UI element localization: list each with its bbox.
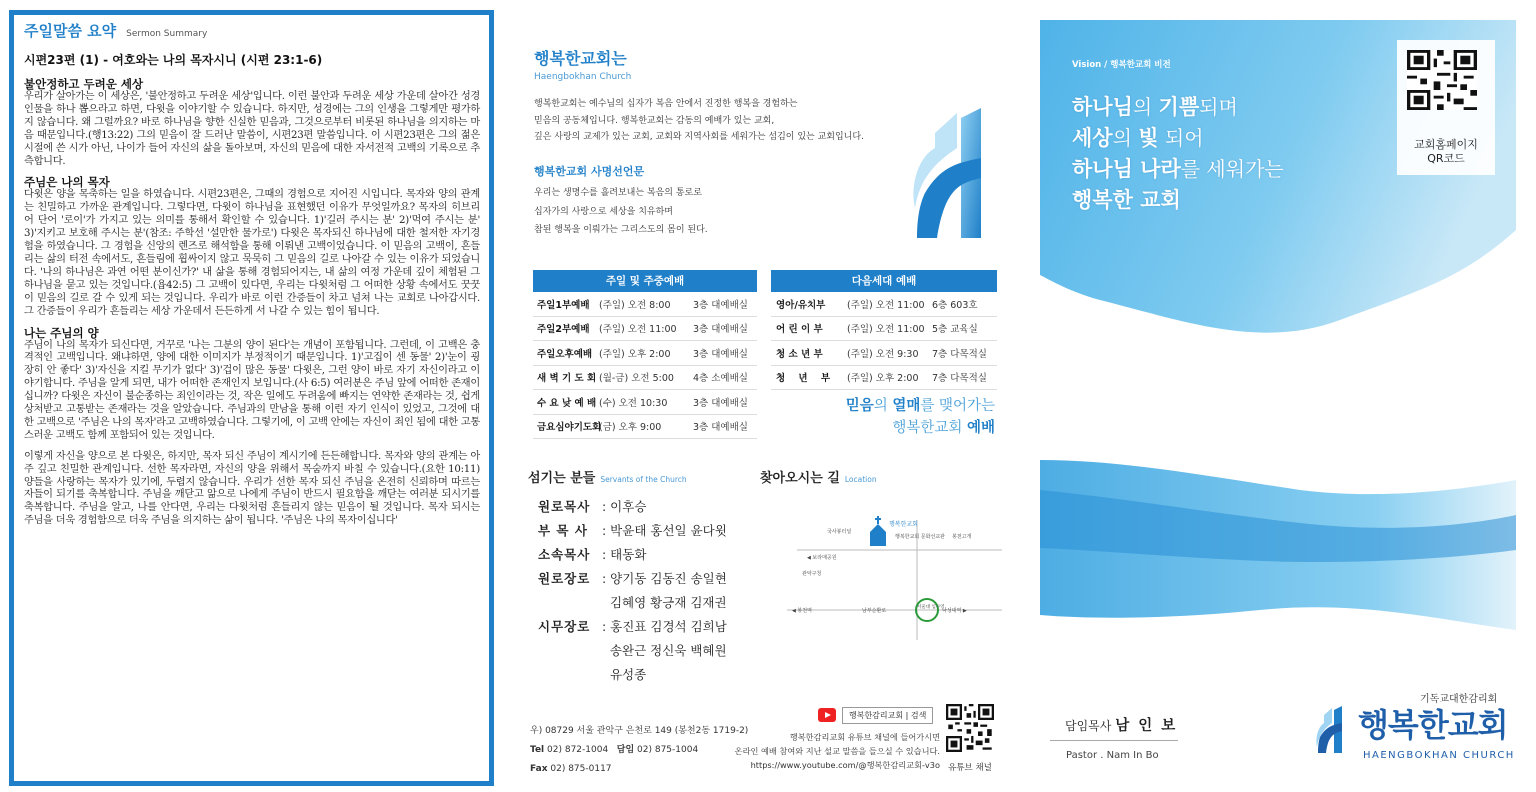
denomination: 기독교대한감리회 <box>1420 694 1498 705</box>
map-label: 낙성대역 ▶ <box>942 608 967 614</box>
worship-time: (수) 오전 10:30 <box>599 397 668 409</box>
servant-role: 소속목사 <box>538 547 591 562</box>
worship-time: (주일) 오전 8:00 <box>599 299 671 311</box>
fax-line <box>530 760 748 779</box>
worship-time: (주일) 오후 2:00 <box>599 348 671 360</box>
worship-time: (주일) 오전 11:00 <box>847 299 925 311</box>
servant-role: 원로장로 <box>538 571 591 586</box>
sermon-section <box>24 176 480 318</box>
slogan-word: 열매 <box>892 398 921 414</box>
address: 우) 08729 서울 관악구 은천로 149 (봉천2동 1719-2) <box>530 726 749 736</box>
sermon-content <box>24 20 480 536</box>
table-row <box>533 341 757 366</box>
worship-time: (월-금) 오전 5:00 <box>599 373 674 385</box>
worship-place: 3층 대예배실 <box>693 324 748 336</box>
slogan-word: 믿음 <box>845 398 874 414</box>
fax: 02) 875-0117 <box>550 764 612 774</box>
servant-names: 김혜영 황긍재 김재권 <box>602 595 727 610</box>
vision-word: 되며 <box>1199 95 1238 119</box>
senior-pastor <box>1065 714 1191 735</box>
table-row <box>533 366 757 391</box>
map-label: 행복한교회 문화선교관 <box>895 534 945 540</box>
sermon-section <box>24 327 480 443</box>
tel-label: Tel <box>530 745 545 755</box>
youtube-url[interactable]: https://www.youtube.com/@행복한감리교회-v3o <box>750 760 940 770</box>
intro-line: 깊은 사랑의 교제가 있는 교회, 교회와 지역사회를 세워가는 섬김이 있는 교회입니다. <box>534 132 864 142</box>
location-title <box>760 467 877 486</box>
worship-table-header: 다음세대 예배 <box>771 270 997 292</box>
map-label: 서울대 입구역 <box>917 605 945 610</box>
tel: 02) 872-1004 <box>547 745 609 755</box>
phone-line <box>530 741 748 760</box>
table-row <box>533 292 757 317</box>
vision-word: 되어 <box>1158 126 1204 150</box>
map-label: 남부순환로 <box>862 608 887 614</box>
table-row <box>533 317 757 342</box>
vision-panel <box>1040 0 1536 792</box>
worship-name: 새 벽 기 도 회 <box>537 373 597 385</box>
contact-info <box>530 722 748 779</box>
youtube-line: 온라인 예배 참여와 지난 설교 말씀을 들으실 수 있습니다. <box>734 746 940 756</box>
list-item <box>538 495 768 519</box>
worship-name: 청 소 년 부 <box>776 348 823 360</box>
servant-names: : 양기동 김동진 송일현 <box>602 571 727 586</box>
worship-place: 3층 대예배실 <box>693 422 748 434</box>
servant-names: : 태동화 <box>602 547 647 562</box>
vision-label: Vision / 행복한교회 비전 <box>1072 60 1171 70</box>
youtube-info <box>720 730 940 772</box>
servant-role: 시무장로 <box>538 619 591 634</box>
mission-line: 참된 행복을 이뤄가는 그리스도의 몸이 된다. <box>534 225 708 235</box>
brand-name-ko: 행복한교회 <box>1358 706 1508 744</box>
map-label: 관악구청 <box>802 571 822 577</box>
servant-names: : 박윤태 홍선일 윤다윗 <box>602 523 727 538</box>
servant-names: : 홍진표 김경석 김희남 <box>602 619 727 634</box>
section-text: 주님이 나의 목자가 되신다면, 거꾸로 '나는 그분의 양이 된다'는 개념이 포함됩니다. 그런데, 이 고백은 충격적인 고백입니다. 왜냐하면, 양에 대한 이미지가 부정적이기 때문입니다. 1)'고집이 센 동물' 2)'눈이 굉장히 안 좋다' 3)'자신을 지킬 무기가 없다' 3)'겁이 많은 동물' 다윗은, 그런 양이 바로 자기 자신이라고 이야기합니다. 주님을 알게 되면, 내가 어떠한 존재인지 보입니다.(사 6:5) 여러분은 주님 앞에 어떠한 존재이십니까? 다윗은 자신이 불순종하는 죄인이라는 것, 작은 일에도 두려움에 빠지는 연약한 존재라는 것, 쉽게 상처받고 고통받는 존재라는 것을 알았습니다. 주님과의 만남을 통해 이런 자기 인식이 있었고, 그것에 대한 고백으로 '주님은 나의 목자'라고 고백하였습니다. 그렇기에, 이 고백 안에는 자신이 죄인 됨에 대한 고통스러운 고백도 함께 포함되어 있는 것입니다. <box>24 339 480 441</box>
servants-title <box>528 467 687 486</box>
divider <box>1050 740 1178 741</box>
servants-title-ko: 섬기는 분들 <box>528 471 596 486</box>
worship-name: 금요심야기도회 <box>537 422 602 434</box>
worship-name: 어 린 이 부 <box>776 324 823 336</box>
qr-label-line: 교회홈페이지 <box>1414 138 1478 151</box>
vision-word: 세상 <box>1072 126 1113 150</box>
slogan-word: 의 <box>873 398 893 414</box>
worship-place: 3층 대예배실 <box>693 299 748 311</box>
vision-statement <box>1072 92 1284 216</box>
map-label-church: 행복한교회 <box>889 521 918 528</box>
pastor-tel-label: 담임 <box>616 745 635 755</box>
location-map <box>777 510 1002 645</box>
church-name: 행복한교회는 <box>534 49 627 68</box>
church-info-panel <box>500 0 1040 792</box>
section-text: 다윗은 양을 목축하는 일을 하였습니다. 시편23편은, 그때의 경험으로 지어진 시입니다. 목자와 양의 관계는 친밀하고 가까운 관계입니다. 그렇다면, 다윗이 하나님을 표현했던 이유가 무엇일까요? 목자의 히브리어 단어 '로이'가 가지고 있는 의미를 통해서 확인할 수 있습니다. 1)'길러 주시는 분' 2)'먹여 주시는 분' 3)'지키고 보호해 주시는 분'(참조: 주학선 '설만한 물가로') 다윗은 목자되신 하나님에 대한 철저한 자기경험을 하였습니다. 그 경험을 신앙의 렌즈로 해석함을 통해 이뤄낸 고백이었습니다. 이 믿음의 고백이, 흔들리는 삶의 터전 속에서도, 흔들림에 휩싸이지 않고 묵묵히 그 믿음의 길로 나아갈 수 있는 이유가 되었습니다. '나의 하나님은 과연 어떤 분이신가?' 내 삶을 통해 경험되어지는, 내 삶의 여정 가운데 깊이 체험된 그 하나님을 묻고 있는 것입니다.(욥42:5) 그 고백이 있다면, 우리는 다윗처럼 그 어떠한 상황 속에서도 꿋꿋이 믿음의 길로 갈 수 있게 되는 것입니다. 우리가 바로 이런 간증들이 차고 넘쳐 나는 교회로 나아갑시다. 그 간증들이 우리가 흔들리는 세상 가운데서 든든하게 서 나갈 수 있는 힘이 됩니다. <box>24 189 480 317</box>
section-heading: 주님은 나의 목자 <box>24 175 110 190</box>
homepage-qr-code[interactable] <box>1407 50 1477 110</box>
servant-role <box>538 639 602 663</box>
worship-time: (주일) 오전 9:30 <box>847 348 919 360</box>
mission-line: 십자가의 사랑으로 세상을 치유하며 <box>534 206 673 217</box>
worship-name: 주일오후예배 <box>537 348 593 360</box>
table-row <box>771 366 997 391</box>
sermon-title-en: Sermon Summary <box>126 29 208 39</box>
youtube-search-label: 행복한감리교회 | 검색 <box>842 707 933 724</box>
worship-table-header: 주일 및 주중예배 <box>533 270 757 292</box>
youtube-icon <box>818 708 836 722</box>
sermon-panel <box>0 0 500 792</box>
list-item <box>538 615 768 639</box>
worship-name: 수 요 낮 예 배 <box>537 397 597 409</box>
church-brand-logo-icon <box>1310 705 1350 755</box>
servant-names: : 이후승 <box>602 499 647 514</box>
worship-time: (주일) 오전 11:00 <box>599 324 677 336</box>
section-heading: 나는 주님의 양 <box>24 325 99 340</box>
list-item <box>538 567 768 591</box>
section-heading: 불안정하고 두려운 세상 <box>24 77 144 91</box>
servants-list <box>538 495 768 687</box>
map-label: 국사봉터널 <box>827 529 852 535</box>
church-name-en: Haengbokhan Church <box>534 72 632 82</box>
intro-line: 믿음의 공동체입니다. 행복한교회는 감동의 예배가 있는 교회, <box>534 115 775 126</box>
location-title-ko: 찾아오시는 길 <box>760 471 840 486</box>
table-row <box>771 341 997 366</box>
fax-label: Fax <box>530 764 548 774</box>
homepage-qr-label <box>1397 138 1495 166</box>
table-row <box>533 415 757 440</box>
servant-names: 송완근 정신욱 백혜원 <box>602 643 727 658</box>
pastor-name-en: Pastor . Nam In Bo <box>1066 750 1159 761</box>
worship-place: 7층 다목적실 <box>932 373 987 385</box>
youtube-line: 행복한감리교회 유튜브 채널에 들어가시면 <box>789 732 940 742</box>
slogan-word: 예배 <box>966 420 995 436</box>
worship-table-next-gen <box>771 270 997 390</box>
vision-word: 의 <box>1112 126 1139 150</box>
vision-word: 빛 <box>1138 126 1159 150</box>
worship-slogan <box>790 395 995 439</box>
worship-place: 3층 대예배실 <box>693 397 748 409</box>
worship-name: 청 년 부 <box>776 373 830 385</box>
sermon-section <box>24 78 480 168</box>
sermon-title <box>24 20 480 41</box>
servants-title-en: Servants of the Church <box>600 475 687 484</box>
youtube-qr-label: 유튜브 채널 <box>948 763 992 773</box>
list-item <box>538 591 768 615</box>
sermon-title-ko: 주일말씀 요약 <box>24 22 117 40</box>
list-item <box>538 543 768 567</box>
mission-title: 행복한교회 사명선언문 <box>534 165 645 178</box>
worship-name: 영아/유치부 <box>776 299 826 311</box>
brand-name-en: HAENGBOKHAN CHURCH <box>1363 750 1515 761</box>
worship-name: 주일2부예배 <box>537 324 590 336</box>
map-label: ◀ 보라매공원 <box>807 555 837 561</box>
worship-place: 4층 소예배실 <box>693 373 748 385</box>
servant-role <box>538 663 602 687</box>
list-item <box>538 663 768 687</box>
table-row <box>771 292 997 317</box>
church-logo-mark <box>895 108 1015 248</box>
servant-role: 부 목 사 <box>538 523 588 538</box>
vision-word: 의 <box>1132 95 1159 119</box>
worship-place: 5층 교육실 <box>932 324 978 336</box>
worship-time: (주일) 오전 11:00 <box>847 324 925 336</box>
worship-place: 7층 다목적실 <box>932 348 987 360</box>
sermon-reference: 시편23편 (1) - 여호와는 나의 목자시니 (시편 23:1-6) <box>24 53 323 67</box>
pastor-tel: 02) 875-1004 <box>637 745 699 755</box>
church-intro <box>534 96 934 146</box>
section-text: 이렇게 자신을 양으로 본 다윗은, 하지만, 목자 되신 주님이 계시기에 든든해합니다. 목자와 양의 관계는 아주 깊고 친밀한 관계입니다. 선한 목자라면, 자신의 양을 위해서 목숨까지 바칠 수 있습니다.(요한 10:11) 양들을 사랑하는 목자가 있기에, 두렵지 않습니다. 우리가 선한 목자 되신 주님을 온전히 신뢰하며 따르는 자들이 되기를 축복합니다. 주님을 깨닫고 앎으로 나에게 주님이 반드시 필요함을 깨닫는 여러분 되시기를 축복합니다. 주님을 알고, 나를 안다면, 우리는 다윗처럼 흔들리지 않는 믿음이 될 것입니다. 목자 되시는 주님을 더욱 경험함으로 더욱 주님을 의지하는 삶이 됩니다. '주님은 나의 목자이십니다' <box>24 450 480 527</box>
map-label: ◀ 봉천역 <box>792 608 812 614</box>
intro-line: 행복한교회는 예수님의 십자가 복음 안에서 진정한 행복을 경험하는 <box>534 99 798 109</box>
list-item <box>538 639 768 663</box>
mission-statement <box>534 184 914 240</box>
slogan-word: 를 맺어가는 <box>920 398 995 414</box>
worship-place: 6층 603호 <box>932 299 978 311</box>
slogan-word: 행복한교회 <box>892 420 967 436</box>
section-text: 우리가 살아가는 이 세상은, '불안정하고 두려운 세상'입니다. 이런 불안과 두려운 세상 가운데 살아간 성경 인물을 하나 뽑으라고 하면, 다윗을 이야기할 수 있습니다. 하지만, 성경에는 그의 인생을 그렇게만 평가하지 않습니다. 왜 그럴까요? 바로 하나님을 향한 신실한 믿음과, 그것으로부터 비롯된 하나님을 의지하는 마음 때문입니다.(행13:22) 그의 믿음이 잘 드러난 말씀이, 시편23편 말씀입니다. 이 시편23편은 그의 젊은 시절에 쓴 시가 아닌, 나이가 들어 자신의 삶을 돌아보며, 자신의 믿음에 대한 자서전적 고백의 기록으로 추측합니다. <box>24 91 480 167</box>
vision-word: 기쁨 <box>1158 95 1200 119</box>
servant-role: 원로목사 <box>538 499 591 514</box>
vision-word: 행복한 교회 <box>1072 188 1181 212</box>
servant-role <box>538 591 602 615</box>
youtube-qr-code[interactable] <box>946 704 994 752</box>
worship-time: (주일) 오후 2:00 <box>847 373 919 385</box>
church-marker <box>870 516 886 546</box>
sermon-section <box>24 451 480 528</box>
list-item <box>538 519 768 543</box>
worship-table-main <box>533 270 757 439</box>
youtube-search-button[interactable] <box>818 706 933 724</box>
worship-time: (금) 오후 9:00 <box>599 422 662 434</box>
qr-label-line: QR코드 <box>1427 152 1465 165</box>
worship-place: 3층 대예배실 <box>693 348 748 360</box>
map-label: 봉천고개 <box>952 534 972 540</box>
vision-word: 를 세워가는 <box>1180 157 1284 181</box>
pastor-title: 담임목사 <box>1065 719 1116 733</box>
pastor-name: 남 인 보 <box>1115 718 1178 734</box>
mission-line: 우리는 생명수를 흘려보내는 복음의 통로로 <box>534 188 702 198</box>
vision-word: 하나님 <box>1072 95 1133 119</box>
table-row <box>533 390 757 415</box>
location-title-en: Location <box>844 475 877 484</box>
servant-names: 유성종 <box>602 667 647 682</box>
vision-word: 하나님 나라 <box>1072 157 1181 181</box>
table-row <box>771 317 997 342</box>
worship-name: 주일1부예배 <box>537 299 590 311</box>
